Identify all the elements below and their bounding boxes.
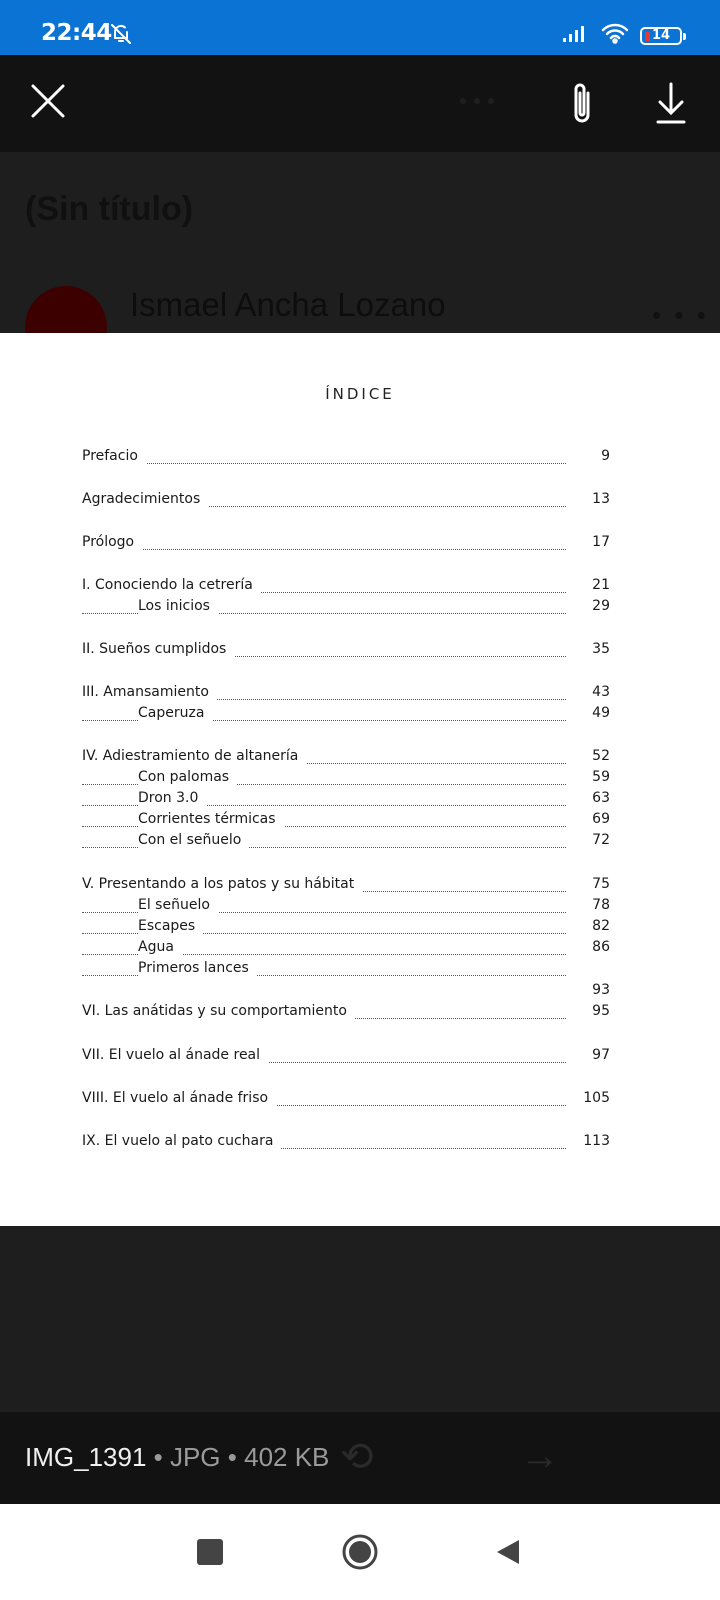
toc-entry	[82, 897, 610, 917]
file-size: 402 KB	[244, 1442, 330, 1472]
toc-entry-page: 63	[592, 790, 610, 806]
back-button[interactable]	[488, 1532, 528, 1572]
toc-entry	[82, 491, 610, 511]
home-icon	[341, 1533, 379, 1571]
file-info-bar	[0, 1412, 720, 1504]
toc-entry	[82, 939, 610, 959]
toc-entry-label: I. Conociendo la cetrería	[82, 577, 261, 593]
toc-entry	[82, 982, 610, 1002]
toc-entry-page: 59	[592, 769, 610, 785]
toc-entry	[82, 1090, 610, 1110]
battery-level: 14	[651, 28, 671, 43]
file-type: JPG	[169, 1442, 221, 1472]
toc-entry	[82, 1133, 610, 1153]
toc-entry-label: VIII. El vuelo al ánade friso	[82, 1090, 276, 1106]
toc-leader-dots	[82, 549, 566, 550]
close-icon	[30, 83, 66, 119]
toc-entry-page: 78	[592, 897, 610, 913]
toc-entry-label: Prólogo	[82, 534, 142, 550]
signal-icon	[562, 23, 590, 48]
back-icon	[495, 1538, 521, 1566]
toc-entry	[82, 705, 610, 725]
more-icon	[457, 96, 497, 106]
status-time: 22:44	[41, 20, 112, 46]
toc-entry	[82, 577, 610, 597]
toc-entry-label: Corrientes térmicas	[138, 811, 284, 827]
attachment-button[interactable]	[558, 77, 608, 129]
toc-entry-label: Prefacio	[82, 448, 146, 464]
recents-button[interactable]	[190, 1532, 230, 1572]
toc-entry-page: 49	[592, 705, 610, 721]
toc-entry-label: Con palomas	[138, 769, 237, 785]
toc-entry-page: 86	[592, 939, 610, 955]
toc-entry	[82, 832, 610, 852]
toc-entry-label: II. Sueños cumplidos	[82, 641, 234, 657]
email-more-icon: • • •	[652, 300, 709, 330]
toc-entry-page: 35	[592, 641, 610, 657]
toc-entry	[82, 1047, 610, 1067]
toc-entry-label: Con el señuelo	[138, 832, 249, 848]
toc-entry-page: 43	[592, 684, 610, 700]
toc-entry-page: 113	[583, 1133, 610, 1149]
toc-entry	[82, 534, 610, 554]
toc-entry-label: Agua	[138, 939, 182, 955]
viewer-toolbar	[0, 55, 720, 152]
toc-entry-page: 82	[592, 918, 610, 934]
toc-entry-label: Los inicios	[138, 598, 218, 614]
toc-entry-page: 75	[592, 876, 610, 892]
toc-entry	[82, 876, 610, 896]
toc-entry	[82, 684, 610, 704]
toc-entry	[82, 811, 610, 831]
toc-entry-page: 72	[592, 832, 610, 848]
email-subject: (Sin título)	[25, 190, 194, 228]
toc-entry	[82, 960, 610, 980]
toc-entry-label: Primeros lances	[138, 960, 257, 976]
document-title: ÍNDICE	[325, 385, 395, 403]
forward-icon[interactable]: →	[520, 1434, 560, 1478]
toc-entry	[82, 598, 610, 618]
toc-entry	[82, 918, 610, 938]
toc-entry-page: 97	[592, 1047, 610, 1063]
wifi-icon	[600, 22, 630, 49]
home-button[interactable]	[338, 1530, 382, 1574]
toc-entry-page: 29	[592, 598, 610, 614]
download-button[interactable]	[646, 77, 696, 129]
toc-entry	[82, 769, 610, 789]
toc-entry-page: 9	[601, 448, 610, 464]
toc-entry	[82, 448, 610, 468]
toc-entry-label: VI. Las anátidas y su comportamiento	[82, 1003, 355, 1019]
toc-entry-label: Escapes	[138, 918, 203, 934]
toc-entry	[82, 1003, 610, 1023]
recents-icon	[197, 1539, 223, 1565]
toc-entry-label: IV. Adiestramiento de altanería	[82, 748, 306, 764]
toc-entry-page: 52	[592, 748, 610, 764]
system-nav-bar	[0, 1504, 720, 1600]
toc-entry	[82, 641, 610, 661]
toc-entry-label: VII. El vuelo al ánade real	[82, 1047, 268, 1063]
toc-entry-label: El señuelo	[138, 897, 218, 913]
more-options-button[interactable]	[452, 81, 502, 121]
toc-entry-label: III. Amansamiento	[82, 684, 217, 700]
toc-entry-label: V. Presentando a los patos y su hábitat	[82, 876, 362, 892]
toc-entry-label: Dron 3.0	[138, 790, 206, 806]
toc-entry-page: 69	[592, 811, 610, 827]
file-name: IMG_1391	[25, 1442, 147, 1472]
toc-entry-label: Caperuza	[138, 705, 212, 721]
toc-entry-label: Agradecimientos	[82, 491, 208, 507]
download-icon	[654, 80, 688, 126]
toc-entry-page: 17	[592, 534, 610, 550]
toc-entry-page: 21	[592, 577, 610, 593]
reply-all-icon[interactable]: ⟲	[340, 1435, 374, 1479]
toc-entry-page: 105	[583, 1090, 610, 1106]
battery-icon	[640, 27, 682, 45]
attachment-image	[0, 333, 720, 1226]
paperclip-icon	[566, 79, 600, 127]
toc-entry	[82, 748, 610, 768]
toc-leader-dots	[82, 463, 566, 464]
close-button[interactable]	[24, 77, 72, 125]
toc-entry	[82, 790, 610, 810]
notifications-muted-icon	[109, 21, 133, 50]
sender-name: Ismael Ancha Lozano	[130, 286, 446, 323]
toc-entry-page: 13	[592, 491, 610, 507]
toc-entry-page: 93	[592, 982, 610, 998]
toc-entry-label: IX. El vuelo al pato cuchara	[82, 1133, 281, 1149]
toc-entry-page: 95	[592, 1003, 610, 1019]
file-info: IMG_1391 • JPG • 402 KB	[25, 1442, 330, 1472]
status-bar	[0, 0, 720, 55]
